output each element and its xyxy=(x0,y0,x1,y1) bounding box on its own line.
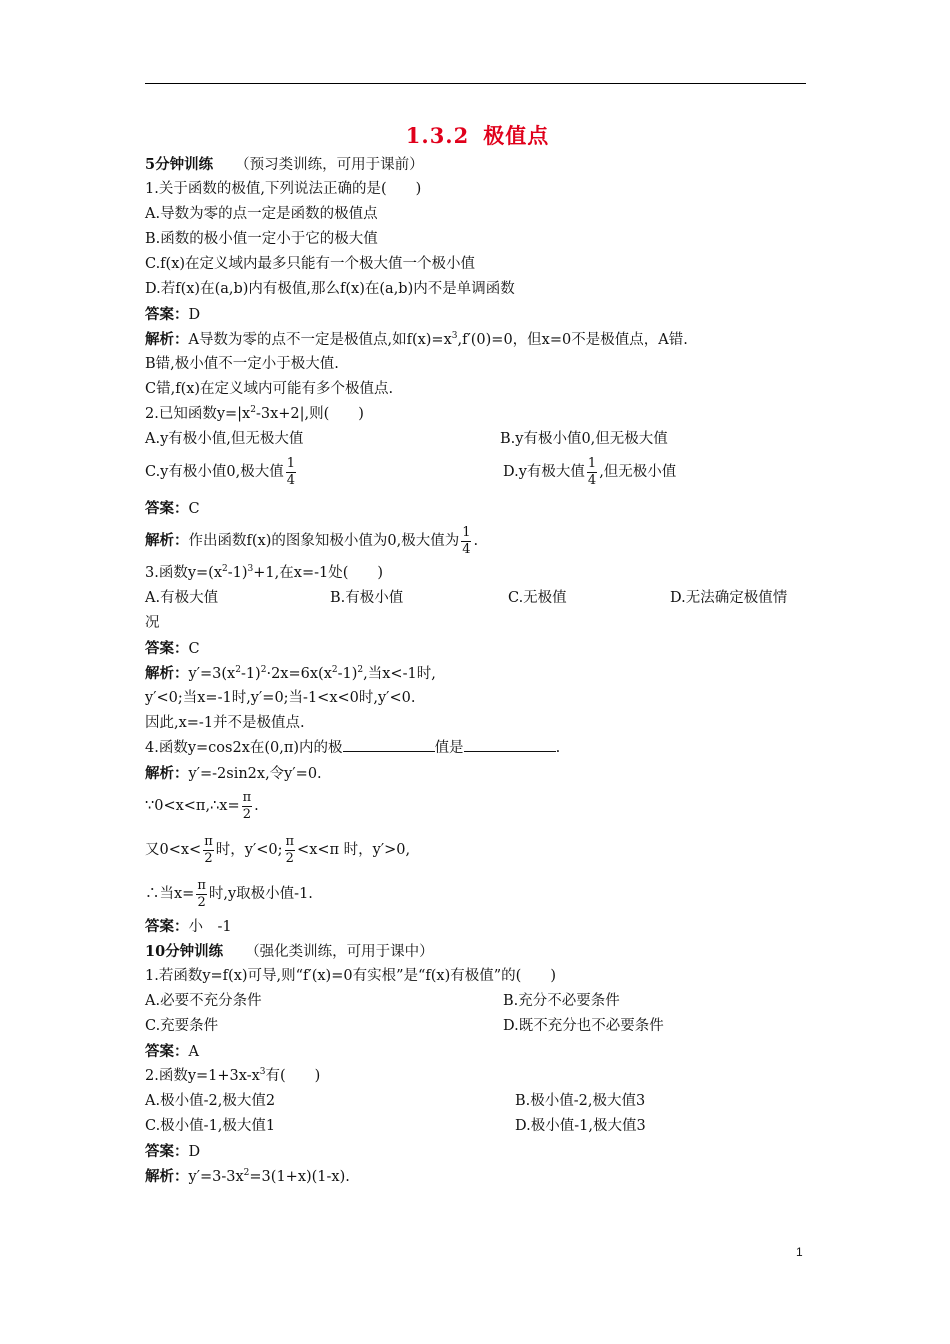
question-1-answer: 答案：D xyxy=(145,306,201,323)
question-1-option-c: C.f(x)在定义域内最多只能有一个极大值一个极小值 xyxy=(145,256,476,272)
practice-2-answer: 答案：D xyxy=(145,1143,201,1160)
question-4-stem: 4.函数y=cos2x在(0,π)内的极 值是 . xyxy=(145,736,810,761)
question-2-options-cd: C.y有极小值0,极大值 $\frac{1}{4}$ D.y有极大值 $\frac{1}{4}$ ,但无极小值 xyxy=(145,455,677,488)
question-3-stem: 3.函数$y=(x^2-1)^3+1$,在x=-1处( ) xyxy=(145,564,384,581)
question-2-stem: 2.已知函数$y=|x^2-3x+2|$,则( ) xyxy=(145,405,364,422)
practice-2-options-ab: A.极小值-2,极大值2 B.极小值-2,极大值3 xyxy=(145,1093,646,1109)
header-rule xyxy=(145,83,806,84)
question-3-answer: 答案：C xyxy=(145,640,200,657)
question-2-explanation: 解析：作出函数f(x)的图象知极小值为0,极大值为 $\frac{1}{4}$ . xyxy=(145,524,479,557)
section-heading-10min: 10分钟训练 （强化类训练，可用于课中） xyxy=(145,943,434,960)
fraction-pi-over-2: $\frac{\pi}{2}$ xyxy=(285,833,295,866)
answer-blank xyxy=(464,737,556,752)
document-page xyxy=(145,120,810,1189)
question-1-option-a: A.导数为零的点一定是函数的极值点 xyxy=(145,206,378,222)
section-heading-5min: 5分钟训练 （预习类训练，可用于课前） xyxy=(145,156,424,173)
question-1-option-b: B.函数的极小值一定小于它的极大值 xyxy=(145,231,378,247)
fraction-pi-over-2: $\frac{\pi}{2}$ xyxy=(204,833,213,866)
question-1-explanation-b: B错,极小值不一定小于极大值. xyxy=(145,356,339,372)
question-4-explanation: 解析：y′=-2sin2x,令y′=0. xyxy=(145,765,322,782)
question-3-options: A.有极大值 B.有极小值 C.无极值 D.无法确定极值情 xyxy=(145,590,788,606)
question-4-answer: 答案：小 -1 xyxy=(145,918,232,935)
fraction-one-quarter: $\frac{1}{4}$ xyxy=(286,455,295,488)
question-1-stem: 1.关于函数的极值,下列说法正确的是( ) xyxy=(145,181,422,197)
question-2-answer: 答案：C xyxy=(145,500,200,517)
question-4-explanation-c: 又0<x< $\frac{\pi}{2}$ 时，y′<0; $\frac{\pi}{2}$ <x<π 时，y′>0, xyxy=(145,833,411,866)
practice-1-options-cd: C.充要条件 D.既不充分也不必要条件 xyxy=(145,1018,664,1034)
question-4-explanation-d: ∴当x= $\frac{\pi}{2}$ 时,y取极小值-1. xyxy=(145,877,313,910)
page-number: 1 xyxy=(796,1245,803,1259)
fraction-pi-over-2: $\frac{\pi}{2}$ xyxy=(197,877,206,910)
question-3-explanation-c: 因此,x=-1并不是极值点. xyxy=(145,715,305,731)
answer-blank xyxy=(343,737,435,752)
question-1-explanation: 解析：A导数为零的点不一定是极值点,如$f(x)=x^3,f'(0)=0$，但x=0不是极值点，A错. xyxy=(145,331,688,348)
practice-1-answer: 答案：A xyxy=(145,1043,199,1060)
question-2-options-ab: A.y有极小值,但无极大值 B.y有极小值0,但无极大值 xyxy=(145,431,668,447)
question-1-option-d: D.若f(x)在(a,b)内有极值,那么f(x)在(a,b)内不是单调函数 xyxy=(145,281,515,297)
question-3-option-d-cont: 况 xyxy=(145,615,160,631)
practice-1-options-ab: A.必要不充分条件 B.充分不必要条件 xyxy=(145,993,620,1009)
question-3-explanation: 解析：$y'=3(x^2-1)^2\cdot 2x=6x(x^2-1)^2$,当x<-1时, xyxy=(145,665,436,682)
question-1-explanation-c: C错,f(x)在定义域内可能有多个极值点. xyxy=(145,381,394,397)
fraction-pi-over-2: $\frac{\pi}{2}$ xyxy=(242,789,252,822)
fraction-one-quarter: $\frac{1}{4}$ xyxy=(462,524,471,557)
practice-2-options-cd: C.极小值-1,极大值1 D.极小值-1,极大值3 xyxy=(145,1118,646,1134)
practice-1-stem: 1.若函数y=f(x)可导,则“f′(x)=0有实根”是“f(x)有极值”的( ) xyxy=(145,968,556,984)
question-3-explanation-b: y′<0;当x=-1时,y′=0;当-1<x<0时,y′<0. xyxy=(145,690,416,706)
practice-2-stem: 2.函数$y=1+3x-x^3$有( ) xyxy=(145,1067,321,1084)
practice-2-explanation: 解析：$y'=3-3x^2=3(1+x)(1-x)$. xyxy=(145,1168,350,1185)
page-title: 1.3.2 极值点 xyxy=(405,123,550,148)
question-4-explanation-b: ∵0<x<π,∴x= $\frac{\pi}{2}$ . xyxy=(145,789,259,822)
fraction-one-quarter: $\frac{1}{4}$ xyxy=(587,455,597,488)
